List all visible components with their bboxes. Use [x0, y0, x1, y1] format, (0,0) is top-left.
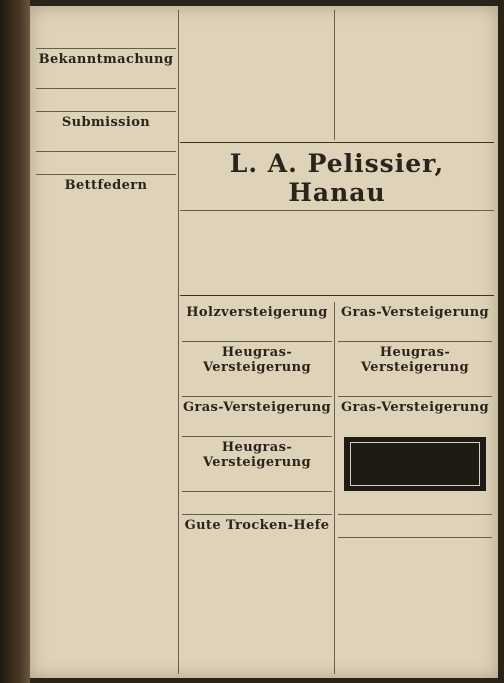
ad-heading-gras: Gras-Versteigerung — [182, 400, 332, 415]
ad-body — [338, 377, 492, 393]
ad-heading-heugras: Heugras-Versteigerung — [203, 345, 311, 375]
ad-body — [36, 29, 176, 45]
column-rule — [178, 10, 179, 674]
divider — [338, 396, 492, 397]
framed-advertisement — [344, 437, 486, 491]
ad-body — [338, 495, 492, 511]
ad-heading-gras: Gras-Versteigerung — [340, 305, 490, 320]
ad-body — [182, 377, 332, 393]
right-column-top — [338, 10, 492, 140]
ad-body — [182, 472, 332, 488]
divider — [182, 491, 332, 492]
divider — [182, 514, 332, 515]
ad-body — [182, 10, 332, 26]
right-column — [338, 302, 492, 674]
ad-body — [182, 495, 332, 511]
ad-body — [338, 10, 492, 26]
pelissier-banner — [180, 142, 494, 296]
ad-heading-heugras: Heugras-Versteigerung — [361, 345, 469, 375]
ad-body — [36, 69, 176, 85]
divider — [36, 151, 176, 152]
ad-body — [338, 322, 492, 338]
ad-body — [36, 195, 176, 211]
ad-heading-bekanntmachung: Bekanntmachung — [38, 52, 174, 67]
ad-body — [36, 155, 176, 171]
divider — [338, 537, 492, 538]
framed-ad-content — [350, 442, 481, 486]
left-column — [36, 10, 176, 674]
ad-body — [338, 417, 492, 433]
divider — [180, 210, 494, 211]
column-rule — [334, 10, 335, 140]
divider — [182, 341, 332, 342]
ad-body — [36, 132, 176, 148]
banner-title: L. A. Pelissier, Hanau — [229, 149, 445, 207]
column-rule — [334, 302, 335, 674]
divider — [182, 396, 332, 397]
ad-heading-hefe: Gute Trocken-Hefe — [184, 518, 330, 533]
middle-column-top — [182, 10, 332, 140]
ad-body — [182, 322, 332, 338]
ad-heading-heugras: Heugras-Versteigerung — [203, 440, 311, 470]
intro-text — [36, 10, 176, 26]
divider — [36, 111, 176, 112]
divider — [36, 48, 176, 49]
divider — [338, 514, 492, 515]
divider — [182, 436, 332, 437]
ad-heading-holzversteigerung: Holzversteigerung — [186, 305, 328, 320]
ad-heading-gras: Gras-Versteigerung — [340, 400, 490, 415]
middle-column — [182, 302, 332, 674]
newspaper-page — [30, 6, 498, 678]
divider — [338, 341, 492, 342]
ad-body — [182, 535, 332, 551]
book-binding — [0, 0, 30, 683]
ad-heading-bettfedern: Bettfedern — [64, 178, 148, 193]
divider — [36, 88, 176, 89]
ad-body — [36, 92, 176, 108]
ad-body — [338, 518, 492, 534]
divider — [36, 174, 176, 175]
ad-body — [338, 541, 492, 557]
ad-body — [182, 417, 332, 433]
ad-heading-submission: Submission — [61, 115, 151, 130]
